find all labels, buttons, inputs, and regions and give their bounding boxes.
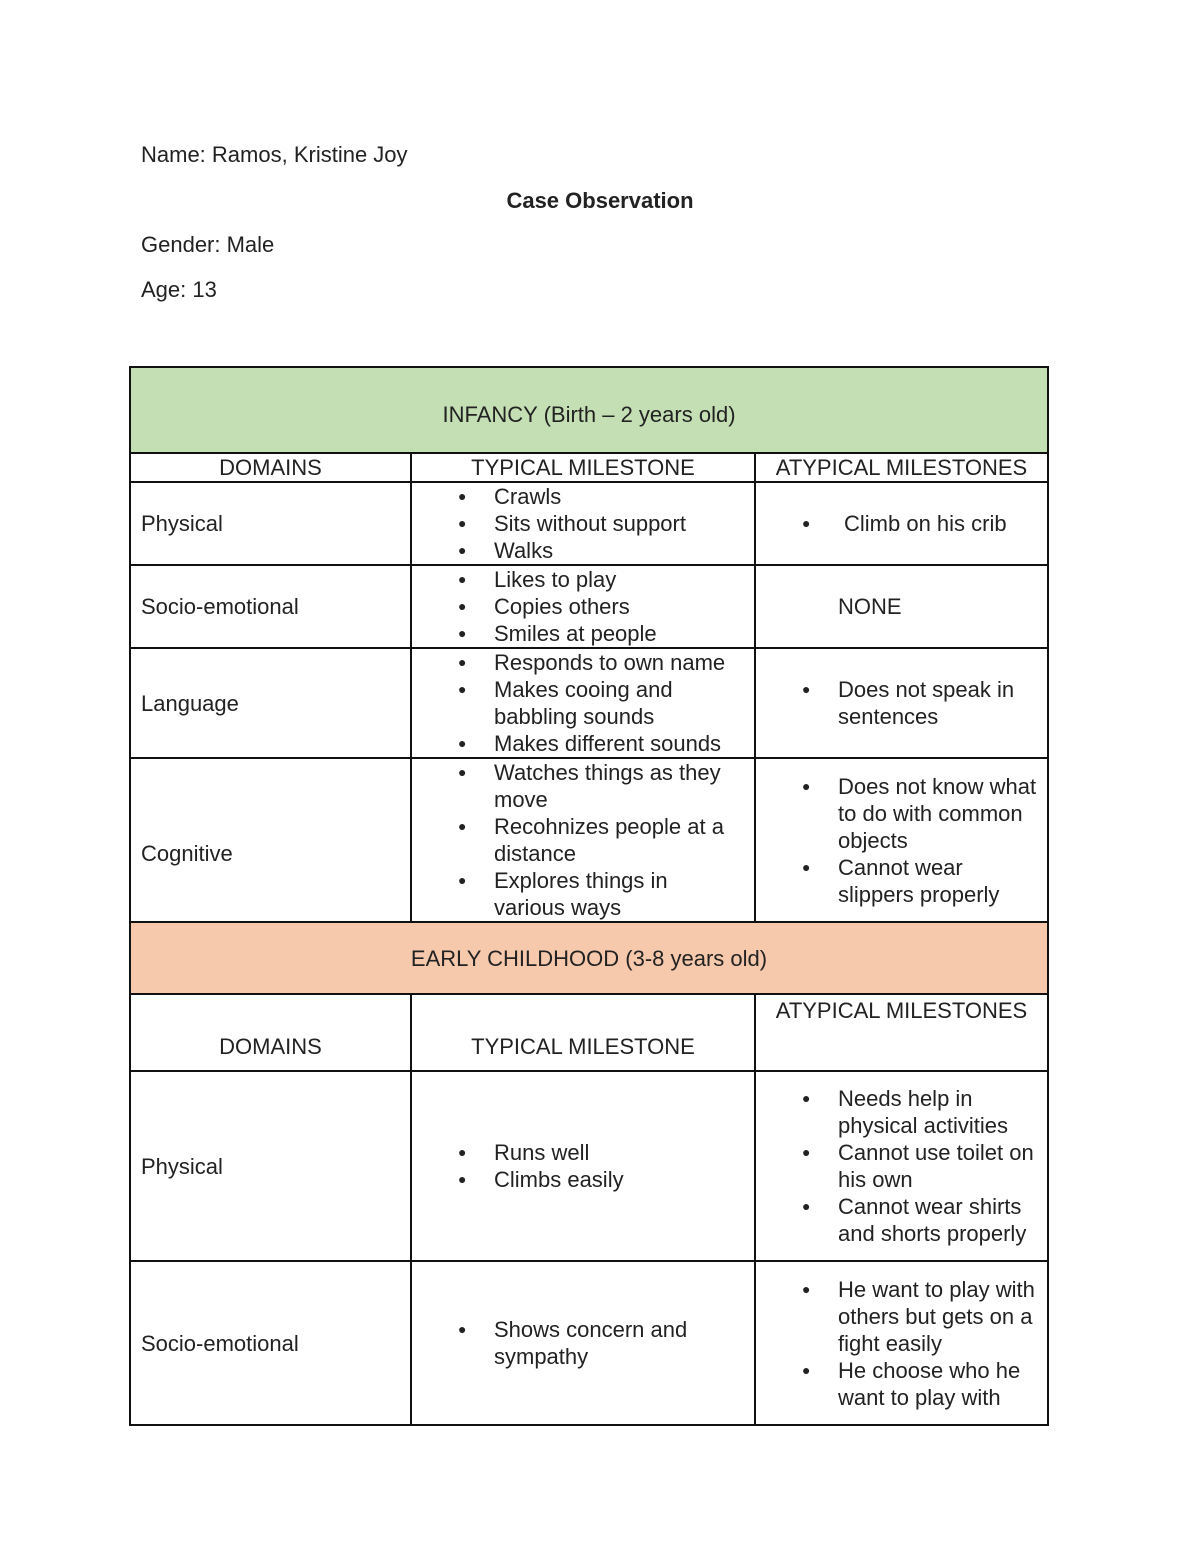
list-item: ● Does not know what to do with common objects — [766, 773, 1037, 854]
atypical-cell — [755, 758, 1048, 922]
atypical-cell — [755, 1261, 1048, 1425]
typical-cell — [411, 565, 755, 648]
list-item: ● Responds to own name — [422, 649, 744, 676]
atypical-list — [766, 1085, 1037, 1247]
table-row — [130, 1071, 1048, 1261]
list-item: ● Shows concern and sympathy — [422, 1316, 744, 1370]
column-header-atypical: ATYPICAL MILESTONES — [755, 994, 1048, 1071]
typical-cell — [411, 1261, 755, 1425]
table-row — [130, 758, 1048, 922]
stage-title-infancy: INFANCY (Birth – 2 years old) — [130, 367, 1048, 453]
list-item: ● Likes to play — [422, 566, 744, 593]
domain-cell: Physical — [130, 482, 411, 565]
list-item: ● Runs well — [422, 1139, 744, 1166]
atypical-list — [766, 676, 1037, 730]
typical-cell — [411, 758, 755, 922]
atypical-list — [766, 1276, 1037, 1411]
stage-row-infancy — [130, 367, 1048, 453]
domain-cell: Physical — [130, 1071, 411, 1261]
list-item: ● Needs help in physical activities — [766, 1085, 1037, 1139]
age-field: Age: 13 — [141, 277, 217, 302]
typical-list — [422, 483, 744, 564]
document-title: Case Observation — [506, 188, 694, 213]
typical-list — [422, 759, 744, 921]
column-header-atypical: ATYPICAL MILESTONES — [755, 453, 1048, 482]
table-row — [130, 565, 1048, 648]
list-item: ● Cannot wear slippers properly — [766, 854, 1037, 908]
typical-cell — [411, 482, 755, 565]
column-header-domains: DOMAINS — [130, 994, 411, 1071]
typical-list — [422, 649, 744, 757]
stage-title-early-childhood: EARLY CHILDHOOD (3-8 years old) — [130, 922, 1048, 994]
table-row — [130, 1261, 1048, 1425]
atypical-cell — [755, 648, 1048, 758]
list-item: ● Makes cooing and babbling sounds — [422, 676, 744, 730]
column-header-row — [130, 453, 1048, 482]
typical-list — [422, 566, 744, 647]
domain-cell: Language — [130, 648, 411, 758]
typical-list — [422, 1139, 744, 1193]
table-row — [130, 648, 1048, 758]
list-item: ● He want to play with others but gets on a fight easily — [766, 1276, 1037, 1357]
typical-cell — [411, 648, 755, 758]
list-item: ● Cannot wear shirts and shorts properly — [766, 1193, 1037, 1247]
atypical-cell — [755, 482, 1048, 565]
list-item: ● Copies others — [422, 593, 744, 620]
none-label: NONE — [838, 594, 902, 619]
list-item: ● Watches things as they move — [422, 759, 744, 813]
typical-list — [422, 1316, 744, 1370]
typical-cell — [411, 1071, 755, 1261]
column-header-typical: TYPICAL MILESTONE — [411, 994, 755, 1071]
column-header-row — [130, 994, 1048, 1071]
table-row — [130, 482, 1048, 565]
domain-cell: Socio-emotional — [130, 565, 411, 648]
milestones-table — [129, 366, 1049, 1426]
list-item: ● Smiles at people — [422, 620, 744, 647]
list-item: ● Crawls — [422, 483, 744, 510]
list-item: ● Explores things in various ways — [422, 867, 744, 921]
column-header-typical: TYPICAL MILESTONE — [411, 453, 755, 482]
list-item: ● Climbs easily — [422, 1166, 744, 1193]
list-item: ● Makes different sounds — [422, 730, 744, 757]
list-item: ● He choose who he want to play with — [766, 1357, 1037, 1411]
gender-field: Gender: Male — [141, 232, 275, 257]
column-header-domains: DOMAINS — [130, 453, 411, 482]
atypical-cell — [755, 565, 1048, 648]
stage-row-early-childhood — [130, 922, 1048, 994]
list-item: ● Climb on his crib — [766, 510, 1037, 537]
list-item: ● Recohnizes people at a distance — [422, 813, 744, 867]
atypical-cell — [755, 1071, 1048, 1261]
domain-cell: Socio-emotional — [130, 1261, 411, 1425]
list-item: ● Sits without support — [422, 510, 744, 537]
student-name: Name: Ramos, Kristine Joy — [141, 142, 408, 167]
atypical-list — [766, 773, 1037, 908]
list-item: ● Does not speak in sentences — [766, 676, 1037, 730]
atypical-list — [766, 510, 1037, 537]
domain-cell: Cognitive — [130, 758, 411, 922]
list-item: ● Walks — [422, 537, 744, 564]
list-item: ● Cannot use toilet on his own — [766, 1139, 1037, 1193]
